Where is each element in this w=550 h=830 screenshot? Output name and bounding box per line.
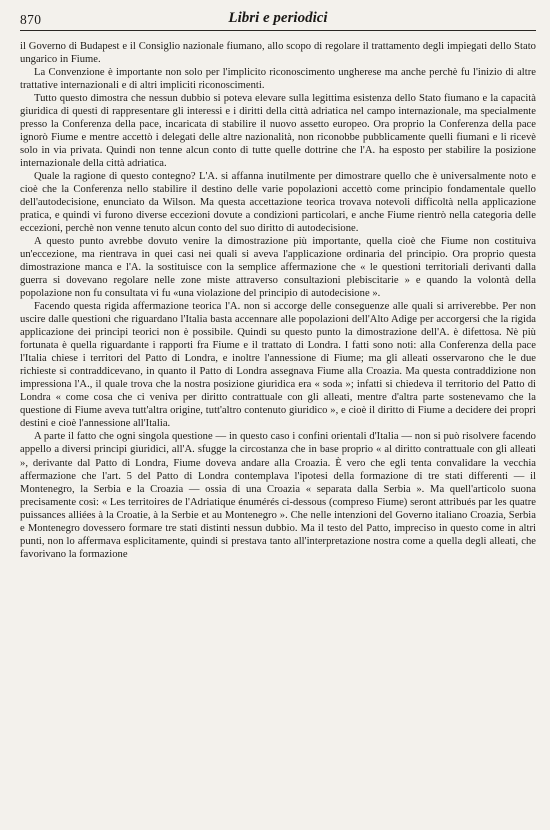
paragraph: A parte il fatto che ogni singola questione — in questo caso i confini orientali d'Italia — non si può risolvere facendo appello a diversi principi giuridici, all'A. sfugge la circostanza che in base proprio « al diritto contrattuale con gli alleati », derivante dal Patto di Londra, Fiume doveva andare alla Croazia. È vero che egli tenta convalidare la vecchia affermazione che l'art. 5 del Patto di Londra contemplava l'ipotesi della formazione di tre stati differenti — il Montenegro, la Serbia e la Croazia — ossia di una Croazia « separata dalla Serbia ». Ma quell'articolo suona precisamente così: « Les territoires de l'Adriatique énumérés ci-dessous (compreso Fiume) seront attribués par les quatre puissances alliées à la Croatie, à la Serbie et au Montenegro ». Che nelle intenzioni del Governo italiano Croazia, Serbia e Montenegro dovessero formare tre stati distinti nessun dubbio. Ma il testo del Patto, impreciso in questo come in altri punti, non lo affermava esplicitamente, quindi si prestava tanto all'interpretazione nostra come a quella degli alleati, che favorivano la formazione	[20, 431, 536, 560]
paragraph: A questo punto avrebbe dovuto venire la dimostrazione più importante, quella cioè che Fiume non costituiva un'eccezione, ma rientrava in quei casi nei quali si aveva l'applicazione ordinaria del principio. Ora proprio questa dimostrazione manca e l'A. la sostituisce con la semplice affermazione che « le questioni territoriali derivanti dalla guerra si dovevano regolare nelle zone miste attraverso consultazioni plebiscitarie » e quando la volontà della popolazione non fu consultata vi fu «una violazione del principio di autodecisione ».	[20, 236, 536, 300]
paragraph: Tutto questo dimostra che nessun dubbio si poteva elevare sulla legittima esistenza dello Stato fiumano e la capacità giuridica di questi di rappresentare gli interessi e i diritti della città adriatica nel campo internazionale, ma specialmente presso la Conferenza della pace, incaricata di stabilire il nuovo assetto europeo. Ora proprio la Conferenza della pace ignorò Fiume e mentre accettò i delegati delle altre nazionalità, non riconobbe pubblicamente quelli fiumani e li ricevè solo in via privata. Quindi non tenne alcun conto di tutte quelle dottrine che l'A. ha esposto per stabilire la posizione internazionale della città adriatica.	[20, 93, 536, 170]
page-header	[20, 6, 536, 31]
body-text	[20, 40, 536, 561]
page-number: 870	[20, 12, 42, 27]
running-title: Libri e periodici	[228, 10, 328, 26]
paragraph: Quale la ragione di questo contegno? L'A. si affanna inutilmente per dimostrare quello che è universalmente noto e cioè che la Conferenza nello stabilire il destino delle varie popolazioni accettò come principio fondamentale quello dell'autodecisione, enunciato da Wilson. Ma questa accettazione teorica trovava notevoli difficoltà nella applicazione pratica, e quindi vi furono diverse eccezioni dovute a condizioni particolari, e anche Fiume rientrò nella categoria delle eccezioni, perchè non venne tenuto alcun conto del suo diritto di autodecisione.	[20, 171, 536, 235]
paragraph: Facendo questa rigida affermazione teorica l'A. non si accorge delle conseguenze alle quali si arriverebbe. Per non uscire dalle questioni che riguardano l'Italia basta accennare alle popolazioni dell'Alto Adige per accorgersi che la rigida applicazione dei principi teorici non è possibile. Quindi su questo punto la dimostrazione dell'A. è difettosa. Nè più fortunata è quella riguardante i rapporti fra Fiume e il trattato di Londra. I fatti sono noti: alla Conferenza della pace l'Italia chiese i territori del Patto di Londra, e inoltre l'annessione di Fiume; ma gli alleati osservarono che le due richieste si contraddicevano, in quanto il Patto di Londra assegnava Fiume alla Croazia. Ma questa contraddizione non impressiona l'A., il quale trova che la nostra posizione giuridica era « soda »; infatti si chiedeva il territorio del Patto di Londra « come cosa che ci veniva per diritto contrattuale con gli alleati, mentre d'altra parte sostenevamo che la questione di Fiume aveva tutt'altra origine, tutt'altro contenuto giuridico », e cioè il diritto di Fiume a decidere dei propri destini e cioè l'annessione all'Italia.	[20, 301, 536, 430]
paragraph: La Convenzione è importante non solo per l'implicito riconoscimento ungherese ma anche perchè fu l'inizio di altre trattative internazionali e di altri impliciti riconoscimenti.	[20, 67, 536, 92]
paragraph: il Governo di Budapest e il Consiglio nazionale fiumano, allo scopo di regolare il trattamento degli impiegati dello Stato ungarico in Fiume.	[20, 41, 536, 66]
